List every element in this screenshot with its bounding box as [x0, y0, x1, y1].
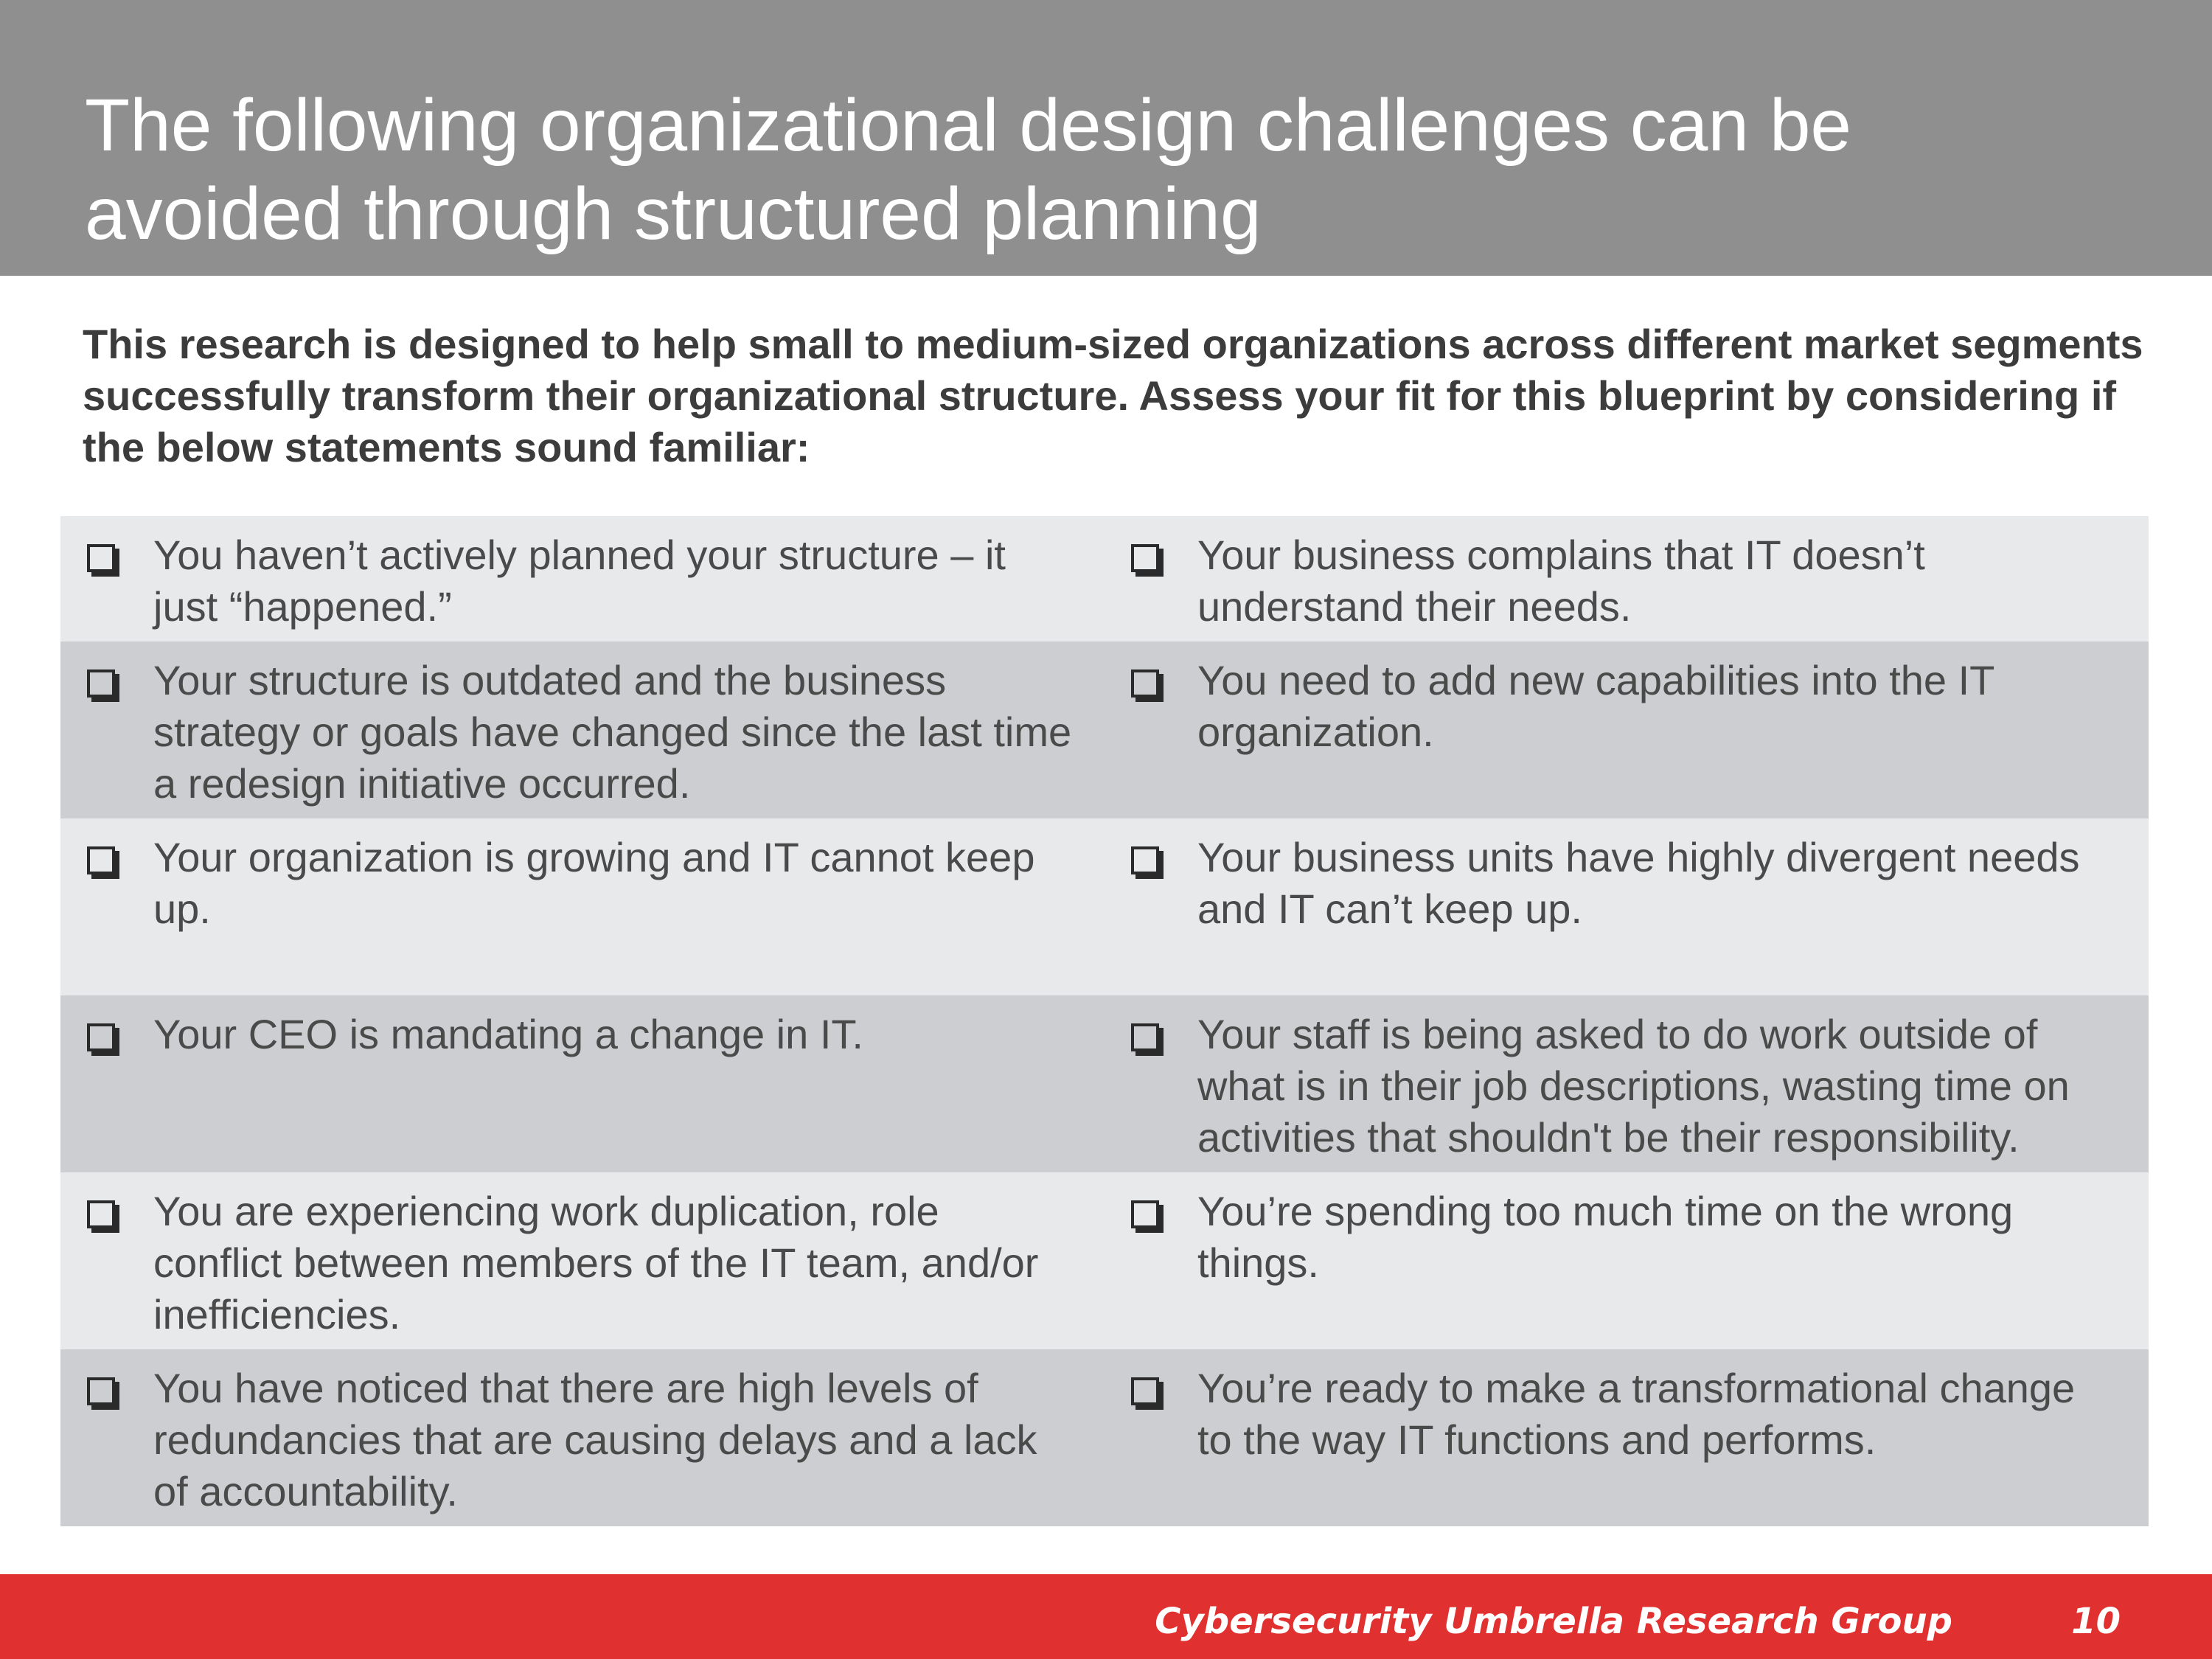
- statement-text: Your structure is outdated and the business strategy or goals have changed since the last time a redesign initiative occurred.: [153, 657, 1072, 807]
- statement-item: [1105, 641, 2149, 818]
- statement-item: [1105, 1172, 2149, 1349]
- checkbox-icon: [1131, 1377, 1159, 1405]
- statement-text: Your organization is growing and IT cannot keep up.: [153, 834, 1035, 932]
- statement-text: Your business complains that IT doesn’t understand their needs.: [1197, 532, 1925, 630]
- statement-text: You are experiencing work duplication, role conflict between members of the IT team, and/or inefficiencies.: [153, 1188, 1039, 1338]
- statement-text: Your staff is being asked to do work outside of what is in their job descriptions, wasting time on activities that shouldn't be their responsibility.: [1197, 1011, 2070, 1161]
- statement-text: Your business units have highly divergent needs and IT can’t keep up.: [1197, 834, 2080, 932]
- statement-item: [60, 995, 1105, 1172]
- statement-item: [60, 1172, 1105, 1349]
- checkbox-icon: [1131, 1200, 1159, 1228]
- checkbox-icon: [87, 1023, 115, 1051]
- statement-text: You haven’t actively planned your structure – it just “happened.”: [153, 532, 1006, 630]
- footer-organization: Cybersecurity Umbrella Research Group: [1155, 1601, 1952, 1642]
- statement-item: [60, 1349, 1105, 1526]
- statement-text: You’re spending too much time on the wrong things.: [1197, 1188, 2014, 1286]
- checkbox-icon: [1131, 1023, 1159, 1051]
- checkbox-icon: [87, 669, 115, 698]
- page-title: The following organizational design challenges can be avoided through structured planning: [85, 84, 1852, 255]
- footer-bar: [0, 1574, 2212, 1659]
- checkbox-icon: [1131, 846, 1159, 874]
- statement-text: You need to add new capabilities into the IT organization.: [1197, 657, 1994, 755]
- checkbox-icon: [1131, 669, 1159, 698]
- statement-text: Your CEO is mandating a change in IT.: [153, 1011, 863, 1057]
- statement-text: You’re ready to make a transformational change to the way IT functions and performs.: [1197, 1365, 2076, 1463]
- statement-item: [1105, 1349, 2149, 1526]
- title-banner: [0, 0, 2212, 276]
- checkbox-icon: [87, 544, 115, 572]
- intro-paragraph: This research is designed to help small to medium-sized organizations across different market segments successfully transform their organizational structure. Assess your fit for this blueprint by considering if the below statements sound familiar:: [83, 321, 2143, 470]
- page-number: 10: [2071, 1601, 2121, 1642]
- checkbox-icon: [87, 1200, 115, 1228]
- checkbox-icon: [1131, 544, 1159, 572]
- checkbox-icon: [87, 1377, 115, 1405]
- statement-item: [1105, 516, 2149, 641]
- statement-checklist: [60, 516, 2149, 1526]
- statement-text: You have noticed that there are high levels of redundancies that are causing delays and a lack of accountability.: [153, 1365, 1037, 1514]
- statement-item: [60, 818, 1105, 995]
- statement-item: [1105, 818, 2149, 995]
- statement-item: [60, 641, 1105, 818]
- statement-item: [1105, 995, 2149, 1172]
- checkbox-icon: [87, 846, 115, 874]
- statement-item: [60, 516, 1105, 641]
